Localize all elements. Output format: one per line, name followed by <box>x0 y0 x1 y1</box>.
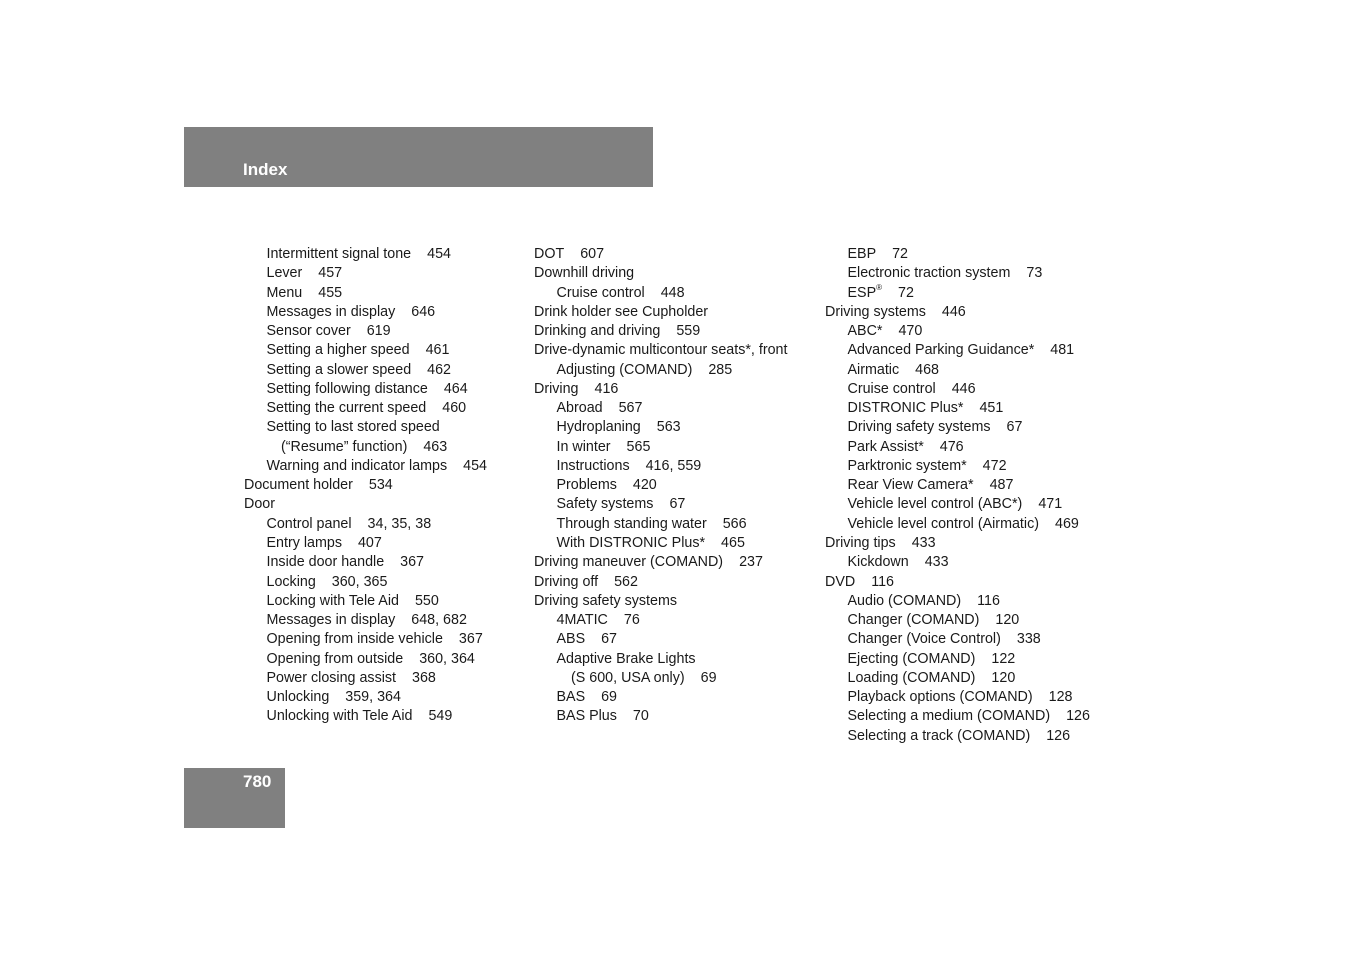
index-term: Setting a slower speed <box>266 361 412 378</box>
index-page-ref: 116 <box>871 573 894 590</box>
index-term: Cruise control <box>847 380 936 397</box>
index-term: Problems <box>556 477 617 494</box>
index-page-ref: 457 <box>318 265 343 282</box>
index-page-ref: 70 <box>632 708 649 725</box>
index-entry <box>244 476 487 495</box>
index-entry <box>534 495 787 514</box>
index-entry <box>825 534 1090 553</box>
index-term: ABS <box>556 631 586 648</box>
index-entry <box>534 341 787 360</box>
index-term: Driving maneuver (COMAND) <box>534 554 724 571</box>
index-page-ref: 454 <box>463 457 488 474</box>
index-term: Cruise control <box>556 284 645 301</box>
index-column-1 <box>244 245 487 727</box>
index-page-ref: 128 <box>1048 689 1073 706</box>
index-entry <box>244 553 487 572</box>
index-entry <box>534 245 787 264</box>
index-term: Changer (Voice Control) <box>847 631 1001 648</box>
index-term: ABC* <box>847 323 883 340</box>
index-entry <box>534 264 787 283</box>
index-page-ref: 420 <box>632 477 657 494</box>
index-entry <box>244 341 487 360</box>
index-page-ref: 619 <box>366 323 391 340</box>
index-entry <box>534 592 787 611</box>
index-page-ref: 562 <box>614 573 638 590</box>
index-page-ref: 237 <box>739 554 763 571</box>
index-page-ref: 126 <box>1066 708 1090 725</box>
index-page-ref: 67 <box>669 496 686 513</box>
index-entry <box>825 611 1090 630</box>
page-number-tab <box>184 768 285 828</box>
index-page-ref: 67 <box>1006 419 1023 436</box>
index-entry <box>244 322 487 341</box>
index-page-ref: 567 <box>618 400 643 417</box>
index-term: Changer (COMAND) <box>847 612 980 629</box>
index-page-ref: 565 <box>626 438 651 455</box>
index-term: BAS Plus <box>556 708 617 725</box>
index-term: DVD <box>825 573 856 590</box>
index-term: Safety systems <box>556 496 654 513</box>
index-term: Intermittent signal tone <box>266 246 412 262</box>
index-term: (“Resume” function) <box>281 438 408 455</box>
index-entry <box>244 592 487 611</box>
index-entry <box>534 284 787 303</box>
index-entry <box>534 438 787 457</box>
index-page-ref: 416 <box>594 380 619 397</box>
index-term: Lever <box>266 265 303 282</box>
index-entry <box>825 418 1090 437</box>
index-entry <box>244 611 487 630</box>
index-entry <box>534 399 787 418</box>
index-term: Unlocking with Tele Aid <box>266 708 413 725</box>
index-entry <box>825 727 1090 746</box>
index-page-ref: 461 <box>425 342 450 359</box>
index-term: DISTRONIC Plus* <box>847 400 964 417</box>
index-entry <box>534 688 787 707</box>
index-entry <box>244 650 487 669</box>
index-entry <box>534 515 787 534</box>
index-term: Through standing water <box>556 515 707 532</box>
index-entry <box>534 418 787 437</box>
index-entry <box>534 476 787 495</box>
index-term: Setting to last stored speed <box>266 419 440 436</box>
index-entry <box>825 650 1090 669</box>
index-entry <box>244 264 487 283</box>
index-term: Entry lamps <box>266 534 342 551</box>
index-entry <box>244 534 487 553</box>
index-term: Unlocking <box>266 689 330 706</box>
index-entry <box>825 457 1090 476</box>
index-entry <box>825 438 1090 457</box>
index-entry <box>244 399 487 418</box>
index-entry <box>825 515 1090 534</box>
index-term: BAS <box>556 689 586 706</box>
index-term: Opening from inside vehicle <box>266 631 443 648</box>
index-term: Driving off <box>534 573 599 590</box>
index-page-ref: 122 <box>991 650 1016 667</box>
index-entry <box>534 534 787 553</box>
index-page-ref: 73 <box>1026 265 1043 282</box>
index-term: Selecting a medium (COMAND) <box>847 708 1051 725</box>
index-entry <box>825 707 1090 726</box>
index-term: Setting a higher speed <box>266 342 410 359</box>
index-page-ref: 433 <box>911 534 936 551</box>
index-page-ref: 566 <box>722 515 747 532</box>
index-term: Control panel <box>266 515 352 532</box>
index-term: Power closing assist <box>266 669 397 686</box>
index-page-ref: 534 <box>368 477 393 494</box>
index-term: Instructions <box>556 457 630 474</box>
index-term: Opening from outside <box>266 650 404 667</box>
index-term: With DISTRONIC Plus* <box>556 534 706 551</box>
index-entry <box>244 303 487 322</box>
index-page-ref: 455 <box>318 284 343 301</box>
index-page-ref: 285 <box>708 361 733 378</box>
index-term: Sensor cover <box>266 323 351 340</box>
index-entry <box>534 630 787 649</box>
index-term: Adaptive Brake Lights <box>556 650 696 667</box>
index-term: Loading (COMAND) <box>847 669 976 686</box>
index-entry <box>244 438 487 457</box>
index-entry <box>244 457 487 476</box>
index-page-ref: 446 <box>951 380 976 397</box>
index-term: Driving tips <box>825 534 896 551</box>
index-page-ref: 69 <box>700 669 717 686</box>
index-page-ref: 559 <box>676 323 701 340</box>
index-entry <box>825 553 1090 572</box>
index-term: Driving safety systems <box>534 592 678 609</box>
index-entry <box>534 707 787 726</box>
index-entry <box>244 245 487 264</box>
index-entry <box>825 399 1090 418</box>
index-entry <box>825 322 1090 341</box>
index-term: Abroad <box>556 400 603 417</box>
index-page-ref: 646 <box>411 303 436 320</box>
index-term: Advanced Parking Guidance* <box>847 342 1035 359</box>
index-entry <box>244 418 487 437</box>
index-term: Drive-dynamic multicontour seats*, front <box>534 342 788 359</box>
index-term: Locking with Tele Aid <box>266 592 399 609</box>
index-page-ref: 126 <box>1046 727 1071 744</box>
index-entry <box>825 380 1090 399</box>
index-term: Locking <box>266 573 316 590</box>
index-page-ref: 433 <box>924 554 949 571</box>
index-page-ref: 446 <box>941 303 966 320</box>
index-page-ref: 487 <box>989 477 1014 494</box>
index-page-ref: 76 <box>623 612 640 629</box>
index-page-ref: 454 <box>427 246 451 262</box>
index-entry <box>825 573 1090 592</box>
index-entry <box>244 284 487 303</box>
index-page-ref: 360, 365 <box>331 573 388 590</box>
index-term: (S 600, USA only) <box>571 669 685 686</box>
index-entry <box>244 669 487 688</box>
index-entry <box>534 669 787 688</box>
index-term: ESP <box>847 284 877 301</box>
index-page-ref: 368 <box>412 669 436 686</box>
index-page-ref: 607 <box>580 246 605 262</box>
index-page-ref: 67 <box>601 631 618 648</box>
index-entry <box>825 495 1090 514</box>
index-term: Rear View Camera* <box>847 477 974 494</box>
index-entry <box>825 361 1090 380</box>
index-page-ref: 470 <box>898 323 923 340</box>
index-term: Door <box>244 496 275 513</box>
index-entry <box>825 476 1090 495</box>
index-page-ref: 471 <box>1038 496 1063 513</box>
index-term: Drinking and driving <box>534 323 661 340</box>
index-entry <box>244 630 487 649</box>
index-page-ref: 367 <box>400 554 425 571</box>
index-entry <box>244 515 487 534</box>
index-term: Ejecting (COMAND) <box>847 650 976 667</box>
index-page-ref: 476 <box>939 438 964 455</box>
index-term: Electronic traction system <box>847 265 1011 282</box>
index-term: Parktronic system* <box>847 457 967 474</box>
index-term: Downhill driving <box>534 265 635 282</box>
index-term: Hydroplaning <box>556 419 641 436</box>
index-term: Vehicle level control (ABC*) <box>847 496 1023 513</box>
index-term: Setting the current speed <box>266 400 427 417</box>
index-page-ref: 462 <box>427 361 452 378</box>
index-page-ref: 360, 364 <box>419 650 475 667</box>
index-entry <box>825 669 1090 688</box>
index-column-2 <box>534 245 787 727</box>
index-entry <box>244 688 487 707</box>
index-entry <box>534 650 787 669</box>
index-entry <box>534 322 787 341</box>
index-page-ref: 550 <box>414 592 439 609</box>
index-page-ref: 367 <box>458 631 483 648</box>
index-page-ref: 472 <box>982 457 1007 474</box>
index-page-ref: 465 <box>721 534 745 551</box>
index-entry <box>825 284 1090 303</box>
index-term: Driving systems <box>825 303 926 320</box>
index-term: Drink holder see Cupholder <box>534 303 709 320</box>
index-term: Messages in display <box>266 303 396 320</box>
section-title: Index <box>243 160 288 179</box>
index-entry <box>825 688 1090 707</box>
index-page-ref: 120 <box>995 612 1020 629</box>
index-term: Playback options (COMAND) <box>847 689 1033 706</box>
index-term: Selecting a track (COMAND) <box>847 727 1031 744</box>
index-entry <box>534 611 787 630</box>
index-entry <box>534 303 787 322</box>
index-page-ref: 451 <box>979 400 1004 417</box>
index-page-ref: 563 <box>656 419 681 436</box>
index-term: Adjusting (COMAND) <box>556 361 693 378</box>
index-entry <box>244 380 487 399</box>
index-page-ref: 416, 559 <box>645 457 702 474</box>
index-page-ref: 359, 364 <box>345 689 401 706</box>
index-page-ref: 69 <box>601 689 618 706</box>
index-entry <box>534 573 787 592</box>
index-term: Inside door handle <box>266 554 385 571</box>
index-term: Setting following distance <box>266 380 428 397</box>
index-page-ref: 338 <box>1016 631 1041 648</box>
index-page-ref: 469 <box>1055 515 1079 532</box>
index-entry <box>244 707 487 726</box>
index-page-ref: 120 <box>991 669 1016 686</box>
index-term: Messages in display <box>266 612 396 629</box>
index-term: 4MATIC <box>556 612 608 629</box>
index-term: Park Assist* <box>847 438 924 455</box>
index-entry <box>244 573 487 592</box>
index-entry <box>825 630 1090 649</box>
index-page-ref: 72 <box>898 284 914 301</box>
index-entry <box>534 553 787 572</box>
index-entry <box>825 303 1090 322</box>
index-page-ref: 34, 35, 38 <box>367 515 432 532</box>
index-entry <box>825 341 1090 360</box>
index-term: Airmatic <box>847 361 900 378</box>
index-entry <box>244 495 487 514</box>
index-page-ref: 72 <box>892 246 909 262</box>
index-page-ref: 463 <box>423 438 448 455</box>
index-entry <box>534 457 787 476</box>
index-entry <box>825 264 1090 283</box>
index-term: DOT <box>534 246 565 262</box>
page-number: 780 <box>243 772 272 791</box>
index-column-3 <box>825 245 1090 746</box>
index-page-ref: 648, 682 <box>411 612 467 629</box>
index-page-ref: 116 <box>977 592 1000 609</box>
index-entry <box>534 380 787 399</box>
index-term: EBP <box>847 246 877 262</box>
index-term: Warning and indicator lamps <box>266 457 448 474</box>
index-term: In winter <box>556 438 611 455</box>
index-page-ref: 448 <box>660 284 685 301</box>
index-term: Menu <box>266 284 303 301</box>
section-header-bar <box>184 127 653 187</box>
index-entry <box>825 592 1090 611</box>
index-term: Audio (COMAND) <box>847 592 962 609</box>
index-page-ref: 468 <box>915 361 939 378</box>
index-term: Kickdown <box>847 554 909 571</box>
registered-mark: ® <box>876 282 883 292</box>
index-page-ref: 407 <box>357 534 382 551</box>
index-page-ref: 481 <box>1050 342 1075 359</box>
index-page-ref: 464 <box>443 380 468 397</box>
index-term: Driving safety systems <box>847 419 991 436</box>
index-term: Document holder <box>244 477 353 494</box>
index-page-ref: 549 <box>428 708 453 725</box>
index-entry <box>534 361 787 380</box>
index-entry <box>244 361 487 380</box>
index-term: Driving <box>534 380 579 397</box>
index-entry <box>825 245 1090 264</box>
index-page-ref: 460 <box>442 400 467 417</box>
index-term: Vehicle level control (Airmatic) <box>847 515 1039 532</box>
